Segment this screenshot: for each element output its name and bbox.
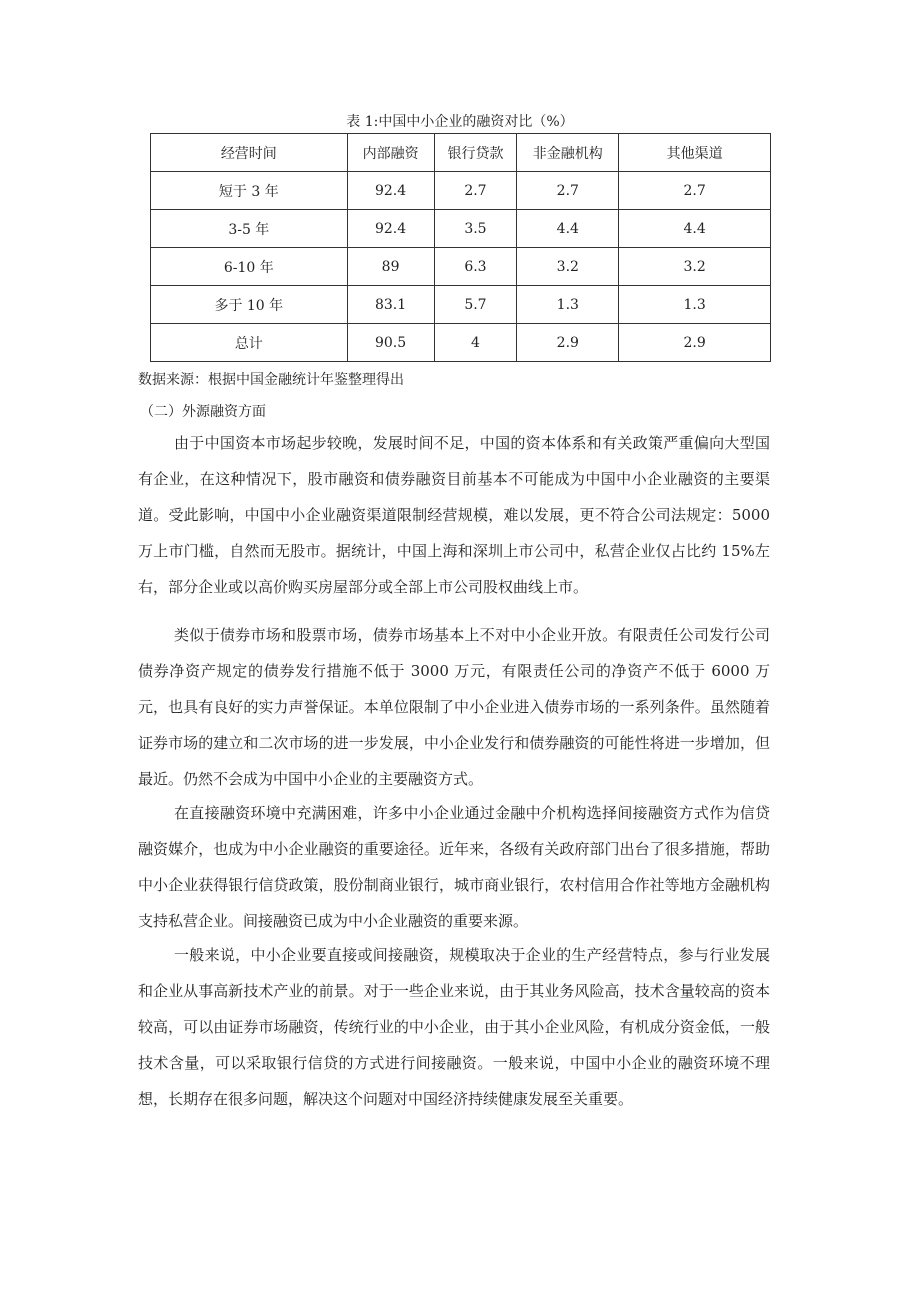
table-cell: 2.7 [517,172,619,210]
body-paragraph: 由于中国资本市场起步较晚，发展时间不足，中国的资本体系和有关政策严重偏向大型国有企业，在这种情况下，股市融资和债券融资目前基本不可能成为中国中小企业融资的主要渠道。受此影响，中国中小企业融资渠道限制经营规模，难以发展，更不符合公司法规定：5000 万上市门槛，自然而无股市。据统计，中国上海和深圳上市公司中，私营企业仅占比约 15%左右，部分企业或以高价购买房屋部分或全部上市公司股权曲线上市。 [138,434,770,596]
body-paragraph: 一般来说，中小企业要直接或间接融资，规模取决于企业的生产经营特点，参与行业发展和企业从事高新技术产业的前景。对于一些企业来说，由于其业务风险高，技术含量较高的资本较高，可以由证券市场融资，传统行业的中小企业，由于其小企业风险，有机成分资金低，一般技术含量，可以采取银行信贷的方式进行间接融资。一般来说，中国中小企业的融资环境不理想，长期存在很多问题，解决这个问题对中国经济持续健康发展至关重要。 [138,946,770,1108]
section-heading: （二）外源融资方面 [140,404,266,420]
table-cell: 4 [434,324,517,362]
body-paragraph: 类似于债券市场和股票市场，债券市场基本上不对中小企业开放。有限责任公司发行公司债券净资产规定的债券发行措施不低于 3000 万元，有限责任公司的净资产不低于 6000 万元，也具有良好的实力声誉保证。本单位限制了中小企业进入债券市场的一系列条件。虽然随着证券市场的建立和二次市场的进一步发展，中小企业发行和债券融资的可能性将进一步增加，但最近。仍然不会成为中国中小企业的主要融资方式。 [138,626,770,788]
header-cell: 非金融机构 [517,134,619,172]
table-row [151,248,771,286]
table-row [151,286,771,324]
table-cell: 83.1 [347,286,434,324]
table-cell: 4.4 [619,210,771,248]
table-cell: 2.9 [619,324,771,362]
table-row [151,172,771,210]
header-cell: 其他渠道 [619,134,771,172]
table-header-row [151,134,771,172]
table-cell: 2.7 [619,172,771,210]
table-cell: 5.7 [434,286,517,324]
table-cell: 92.4 [347,172,434,210]
table-cell: 1.3 [619,286,771,324]
header-cell: 银行贷款 [434,134,517,172]
table-cell: 多于 10 年 [151,286,348,324]
header-cell: 内部融资 [347,134,434,172]
table-cell: 4.4 [517,210,619,248]
table-cell: 6-10 年 [151,248,348,286]
table-cell: 2.7 [434,172,517,210]
table-cell: 2.9 [517,324,619,362]
table-cell: 6.3 [434,248,517,286]
table-cell: 90.5 [347,324,434,362]
table-cell: 3-5 年 [151,210,348,248]
table-cell: 3.2 [619,248,771,286]
table-cell: 3.5 [434,210,517,248]
table-caption: 表 1:中国中小企业的融资对比（%） [346,114,574,130]
table-row-total [151,324,771,362]
header-cell: 经营时间 [151,134,348,172]
table-source-note: 数据来源：根据中国金融统计年鉴整理得出 [138,372,404,388]
table-cell: 总计 [151,324,348,362]
table-cell: 3.2 [517,248,619,286]
table-cell: 1.3 [517,286,619,324]
table-cell: 92.4 [347,210,434,248]
body-paragraph: 在直接融资环境中充满困难，许多中小企业通过金融中介机构选择间接融资方式作为信贷融资媒介，也成为中小企业融资的重要途径。近年来，各级有关政府部门出台了很多措施，帮助中小企业获得银行信贷政策，股份制商业银行，城市商业银行，农村信用合作社等地方金融机构支持私营企业。间接融资已成为中小企业融资的重要来源。 [138,804,770,930]
financing-table [150,133,771,362]
table-cell: 89 [347,248,434,286]
table-cell: 短于 3 年 [151,172,348,210]
table-row [151,210,771,248]
